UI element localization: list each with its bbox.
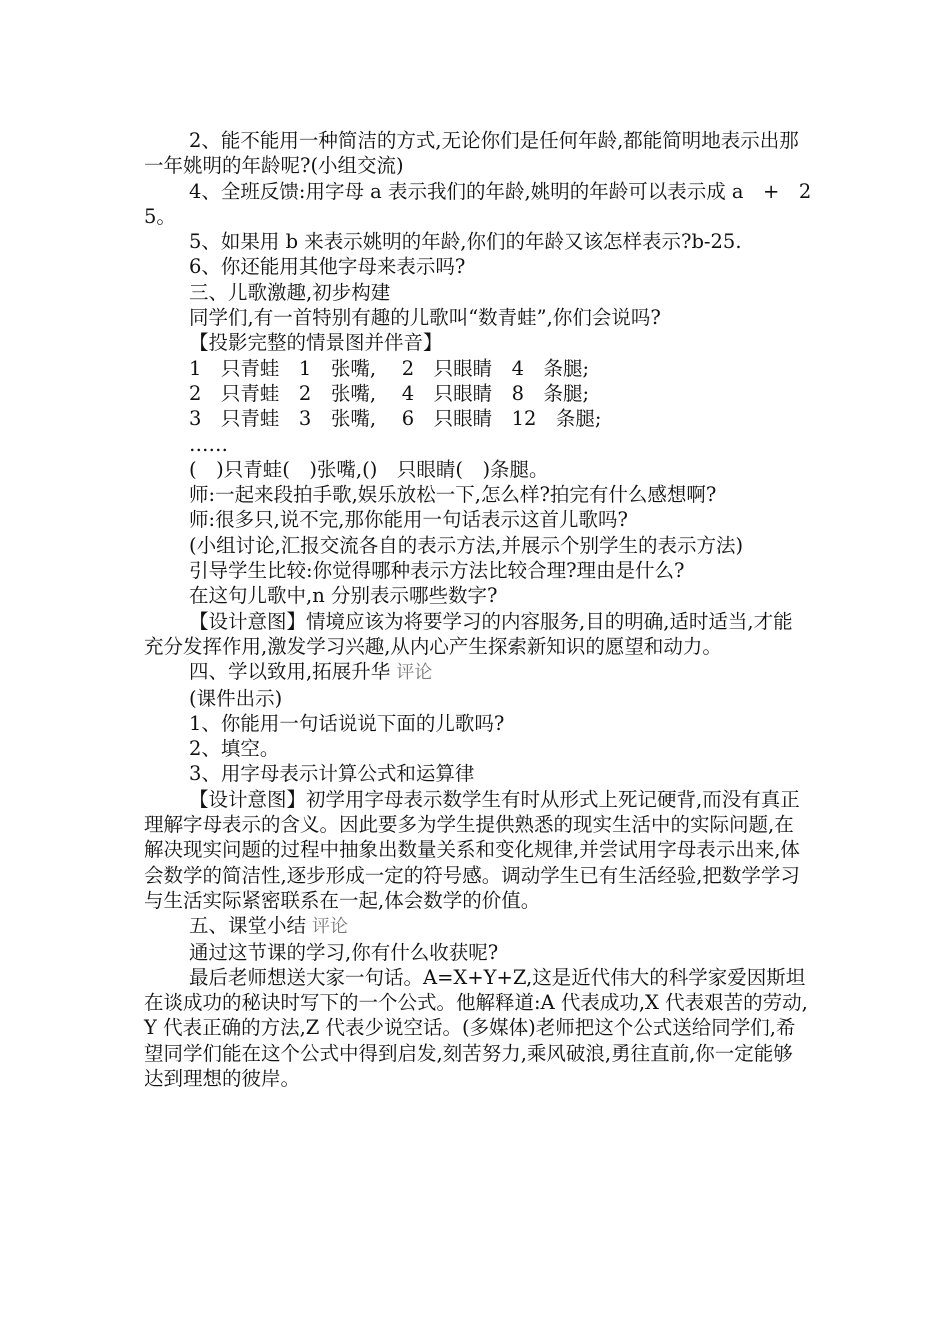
- paragraph: 3、用字母表示计算公式和运算律: [189, 762, 475, 786]
- document-page: [144, 128, 812, 1091]
- section-heading: [144, 913, 812, 939]
- verse-line: ……: [189, 432, 228, 456]
- verse-line: 3 只青蛙 3 张嘴, 6 只眼睛 12 条腿;: [189, 407, 602, 431]
- paragraph: 同学们,有一首特别有趣的儿歌叫“数青蛙”,你们会说吗?: [189, 306, 661, 330]
- paragraph: 【投影完整的情景图并伴音】: [189, 331, 443, 355]
- verse-block: [144, 356, 812, 482]
- paragraph: 2、填空。: [189, 737, 280, 761]
- paragraph: 师:一起来段拍手歌,娱乐放松一下,怎么样?拍完有什么感想啊?: [189, 483, 717, 507]
- paragraph: 在这句儿歌中,n 分别表示哪些数字?: [189, 584, 498, 608]
- paragraph: 4、全班反馈:用字母 a 表示我们的年龄,姚明的年龄可以表示成 a + 25。: [144, 179, 812, 228]
- paragraph: 通过这节课的学习,你有什么收获呢?: [189, 940, 499, 964]
- paragraph: 2、能不能用一种简洁的方式,无论你们是任何年龄,都能简明地表示出那一年姚明的年龄呢?(小组交流): [144, 129, 799, 178]
- paragraph: 1、你能用一句话说说下面的儿歌吗?: [189, 711, 505, 735]
- verse-line: ( )只青蛙( )张嘴,() 只眼睛( )条腿。: [189, 457, 549, 481]
- comment-link[interactable]: 评论: [396, 662, 433, 684]
- paragraph: 6、你还能用其他字母来表示吗?: [189, 255, 466, 279]
- section-heading: [144, 659, 812, 685]
- paragraph: 师:很多只,说不完,那你能用一句话表示这首儿歌吗?: [189, 508, 628, 532]
- paragraph: (小组讨论,汇报交流各自的表示方法,并展示个别学生的表示方法): [189, 533, 744, 557]
- paragraph: (课件出示): [189, 686, 283, 710]
- paragraph: 最后老师想送大家一句话。A=X+Y+Z,这是近代伟大的科学家爱因斯坦在谈成功的秘诀时写下的一个公式。他解释道:A 代表成功,X 代表艰苦的劳动,Y 代表正确的方法,Z 代表少说空话。(多媒体)老师把这个公式送给同学们,希望同学们能在这个公式中得到启发,刻苦努力,乘风破浪,勇往直前,你一定能够达到理想的彼岸。: [144, 965, 808, 1090]
- paragraph: 【设计意图】情境应该为将要学习的内容服务,目的明确,适时适当,才能充分发挥作用,激发学习兴趣,从内心产生探索新知识的愿望和动力。: [144, 609, 793, 658]
- paragraph: 5、如果用 b 来表示姚明的年龄,你们的年龄又该怎样表示?b-25.: [189, 230, 742, 254]
- section-heading-text: 五、课堂小结: [189, 914, 307, 938]
- paragraph: 【设计意图】初学用字母表示数学生有时从形式上死记硬背,而没有真正理解字母表示的含义。因此要多为学生提供熟悉的现实生活中的实际问题,在解决现实问题的过程中抽象出数量关系和变化规律,并尝试用字母表示出来,体会数学的简洁性,逐步形成一定的符号感。调动学生已有生活经验,把数学学习与生活实际紧密联系在一起,体会数学的价值。: [144, 787, 800, 912]
- section-heading-text: 四、学以致用,拓展升华: [189, 660, 391, 684]
- comment-link[interactable]: 评论: [312, 916, 349, 938]
- paragraph: 引导学生比较:你觉得哪种表示方法比较合理?理由是什么?: [189, 559, 685, 583]
- verse-line: 2 只青蛙 2 张嘴, 4 只眼睛 8 条腿;: [189, 381, 590, 405]
- section-heading: 三、儿歌激趣,初步构建: [189, 280, 391, 304]
- verse-line: 1 只青蛙 1 张嘴, 2 只眼睛 4 条腿;: [189, 356, 590, 380]
